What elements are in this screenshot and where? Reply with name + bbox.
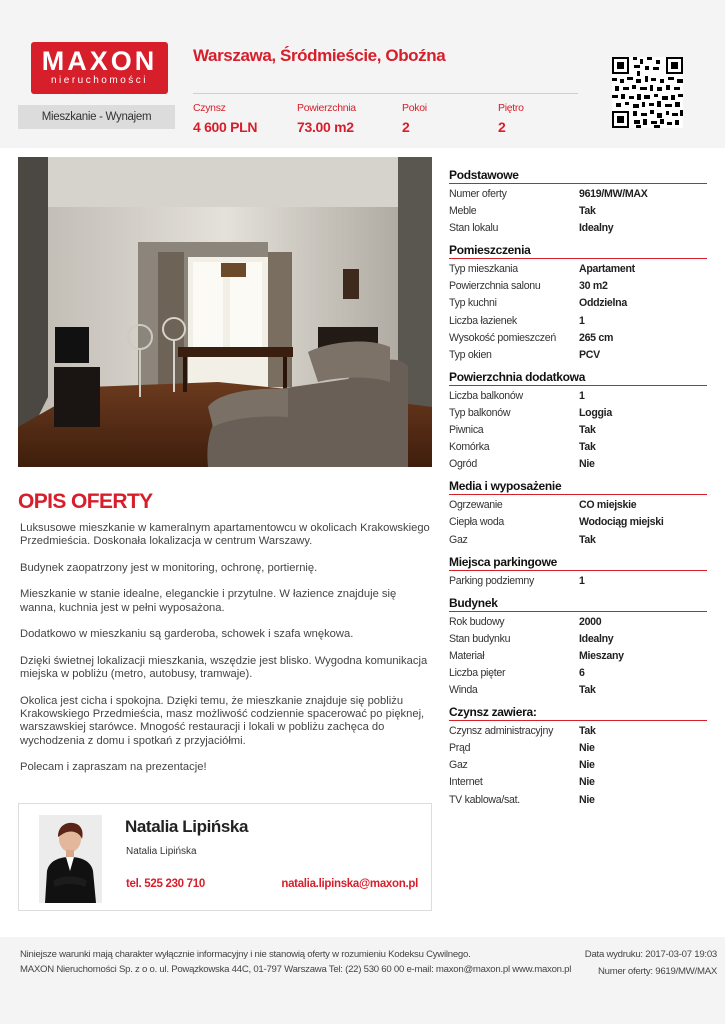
detail-key: Numer oferty [449, 188, 507, 200]
detail-value: 6 [579, 666, 585, 679]
detail-row [449, 682, 707, 699]
detail-value: Tak [579, 725, 596, 738]
detail-key: Ogrzewanie [449, 499, 503, 512]
detail-value: Nie [579, 776, 595, 789]
detail-value: Tak [579, 441, 596, 454]
footer-disclaimer: Niniejsze warunki mają charakter wyłącznie informacyjny i nie stanowią oferty w rozumieniu Kodeksu Cywilnego. [20, 949, 471, 960]
stat-label: Piętro [498, 102, 524, 114]
logo-main-text: MAXON [41, 46, 158, 76]
detail-key: Winda [449, 684, 478, 697]
detail-value: 1 [579, 389, 585, 402]
detail-key: Ciepła woda [449, 516, 505, 529]
detail-key: Liczba pięter [449, 666, 506, 679]
detail-key: Gaz [449, 759, 468, 772]
stat-rooms [402, 102, 427, 135]
detail-row [449, 278, 707, 295]
description-paragraph: Okolica jest cicha i spokojna. Dzięki temu, że mieszkanie znajduje się pobliżu Krakowskiego Przedmieścia, masz możliwość codziennie spacerować po pięknej, warszawskiej starówce. Mnogość restauracji i lokali w pobliżu zachęca do wychodzenia z domu i spotkań z przyjaciółmi. [20, 694, 425, 747]
detail-value: Mieszany [579, 649, 624, 662]
detail-key: Materiał [449, 649, 485, 662]
detail-row [449, 532, 707, 549]
detail-row [449, 203, 707, 220]
detail-key: Parking podziemny [449, 574, 534, 587]
detail-key: Typ balkonów [449, 406, 511, 419]
detail-row [449, 740, 707, 757]
detail-key: TV kablowa/sat. [449, 793, 520, 806]
detail-row [449, 631, 707, 648]
detail-key: Piwnica [449, 424, 484, 437]
detail-key: Meble [449, 205, 477, 218]
header [0, 0, 725, 148]
detail-row [449, 792, 707, 809]
footer-company-info: MAXON Nieruchomości Sp. z o o. ul. Powązkowska 44C, 01-797 Warszawa Tel: (22) 530 60 00 e-mail: maxon@maxon.pl www.maxon.pl [20, 964, 572, 975]
detail-value: Oddzielna [579, 297, 627, 310]
agent-card [18, 803, 432, 911]
section-media [449, 479, 707, 548]
detail-key: Prąd [449, 742, 471, 755]
detail-row [449, 514, 707, 531]
detail-row [449, 422, 707, 439]
detail-row [449, 388, 707, 405]
stat-rent [193, 102, 257, 135]
detail-key: Ogród [449, 458, 477, 471]
description-paragraph: Luksusowe mieszkanie w kameralnym apartamentowcu w okolicach Krakowskiego Przedmieścia. Doskonała lokalizacja w centrum Warszawy. [20, 522, 430, 548]
agent-avatar [39, 815, 102, 903]
section-parking [449, 555, 707, 590]
detail-row [449, 313, 707, 330]
offer-type-badge: Mieszkanie - Wynajem [18, 105, 175, 129]
footer [0, 937, 725, 1024]
detail-value: Apartament [579, 263, 635, 276]
detail-value: Tak [579, 205, 596, 218]
detail-value: 9619/MW/MAX [579, 188, 648, 200]
detail-value: Idealny [579, 222, 614, 235]
detail-row [449, 648, 707, 665]
stat-value: 4 600 PLN [193, 119, 258, 135]
stat-value: 2 [498, 119, 506, 135]
detail-row [449, 456, 707, 473]
footer-print-date: Data wydruku: 2017-03-07 19:03 [584, 949, 717, 960]
description-title: OPIS OFERTY [18, 490, 153, 513]
description-paragraph: Dzięki świetnej lokalizacji mieszkania, wszędzie jest blisko. Wygodna komunikacja miejska w pobliżu (metro, autobusy, tramwaje). [20, 654, 428, 681]
detail-value: Nie [579, 759, 595, 772]
section-title: Media i wyposażenie [449, 479, 707, 495]
property-details [449, 168, 707, 815]
description-paragraph: Polecam i zapraszam na prezentacje! [20, 761, 207, 774]
stat-value: 2 [402, 119, 410, 135]
detail-row [449, 665, 707, 682]
stat-floor [498, 102, 524, 135]
detail-key: Powierzchnia salonu [449, 280, 541, 293]
section-rent-includes [449, 705, 707, 808]
detail-value: PCV [579, 348, 600, 361]
stat-area [297, 102, 356, 135]
agent-email-link[interactable]: natalia.lipinska@maxon.pl [281, 878, 418, 890]
detail-value: Nie [579, 793, 595, 806]
detail-value: Tak [579, 424, 596, 437]
property-location: Warszawa, Śródmieście, Oboźna [193, 46, 446, 65]
section-additional-area [449, 370, 707, 473]
detail-value: Idealny [579, 632, 614, 645]
detail-key: Stan lokalu [449, 222, 499, 235]
detail-row [449, 497, 707, 514]
detail-row [449, 757, 707, 774]
detail-value: Tak [579, 533, 596, 546]
detail-row [449, 723, 707, 740]
detail-value: Loggia [579, 406, 612, 419]
qr-code-icon [612, 57, 683, 128]
living-room-image [18, 157, 432, 467]
logo-sub-text: nieruchomości [51, 75, 148, 86]
detail-value: Wodociąg miejski [579, 516, 664, 529]
detail-row [449, 261, 707, 278]
detail-key: Gaz [449, 533, 468, 546]
detail-value: 1 [579, 314, 585, 327]
property-photo[interactable] [18, 157, 432, 467]
description-paragraph: Mieszkanie w stanie idealne, eleganckie i przytulne. W łazience znajduje się wanna, kuchnia jest w pełni wyposażona. [20, 588, 397, 614]
detail-key: Wysokość pomieszczeń [449, 331, 556, 344]
detail-key: Rok budowy [449, 615, 505, 628]
agent-portrait-image [39, 815, 102, 903]
detail-key: Liczba łazienek [449, 314, 517, 327]
section-title: Powierzchnia dodatkowa [449, 370, 707, 386]
qr-code[interactable] [612, 57, 683, 128]
detail-key: Typ mieszkania [449, 263, 518, 276]
detail-row [449, 295, 707, 312]
detail-row [449, 573, 707, 590]
section-rooms [449, 243, 707, 364]
detail-row [449, 614, 707, 631]
maxon-logo[interactable] [31, 42, 168, 94]
detail-key: Stan budynku [449, 632, 511, 645]
detail-row [449, 774, 707, 791]
detail-value: 265 cm [579, 331, 614, 344]
description-paragraph: Budynek zaopatrzony jest w monitoring, ochronę, portiernię. [20, 561, 318, 574]
section-title: Czynsz zawiera: [449, 705, 707, 721]
detail-value: 2000 [579, 615, 602, 628]
stat-value: 73.00 m2 [297, 119, 354, 135]
detail-row [449, 220, 707, 237]
section-title: Podstawowe [449, 168, 707, 184]
detail-row [449, 439, 707, 456]
detail-value: 1 [579, 574, 585, 587]
section-title: Pomieszczenia [449, 243, 707, 259]
detail-row [449, 347, 707, 364]
footer-offer-number: Numer oferty: 9619/MW/MAX [597, 966, 717, 977]
detail-key: Liczba balkonów [449, 389, 523, 402]
section-title: Miejsca parkingowe [449, 555, 707, 571]
stat-label: Powierzchnia [297, 102, 356, 114]
section-building [449, 596, 707, 699]
agent-name: Natalia Lipińska [125, 817, 249, 836]
detail-key: Typ kuchni [449, 297, 497, 310]
description-body [20, 522, 430, 788]
header-divider [193, 93, 578, 94]
stat-label: Czynsz [193, 102, 226, 114]
detail-key: Internet [449, 776, 483, 789]
agent-phone-link[interactable]: tel. 525 230 710 [126, 878, 205, 890]
description-paragraph: Dodatkowo w mieszkaniu są garderoba, schowek i szafa wnękowa. [20, 628, 354, 641]
section-basic [449, 168, 707, 237]
detail-value: 30 m2 [579, 280, 608, 293]
detail-row [449, 405, 707, 422]
detail-key: Czynsz administracyjny [449, 725, 554, 738]
detail-row [449, 330, 707, 347]
detail-value: Nie [579, 742, 595, 755]
detail-value: Nie [579, 458, 595, 471]
detail-key: Komórka [449, 441, 490, 454]
agent-subtitle: Natalia Lipińska [126, 846, 197, 857]
detail-row [449, 186, 707, 203]
section-title: Budynek [449, 596, 707, 612]
detail-key: Typ okien [449, 348, 492, 361]
detail-value: Tak [579, 684, 596, 697]
detail-value: CO miejskie [579, 499, 637, 512]
stat-label: Pokoi [402, 102, 427, 114]
